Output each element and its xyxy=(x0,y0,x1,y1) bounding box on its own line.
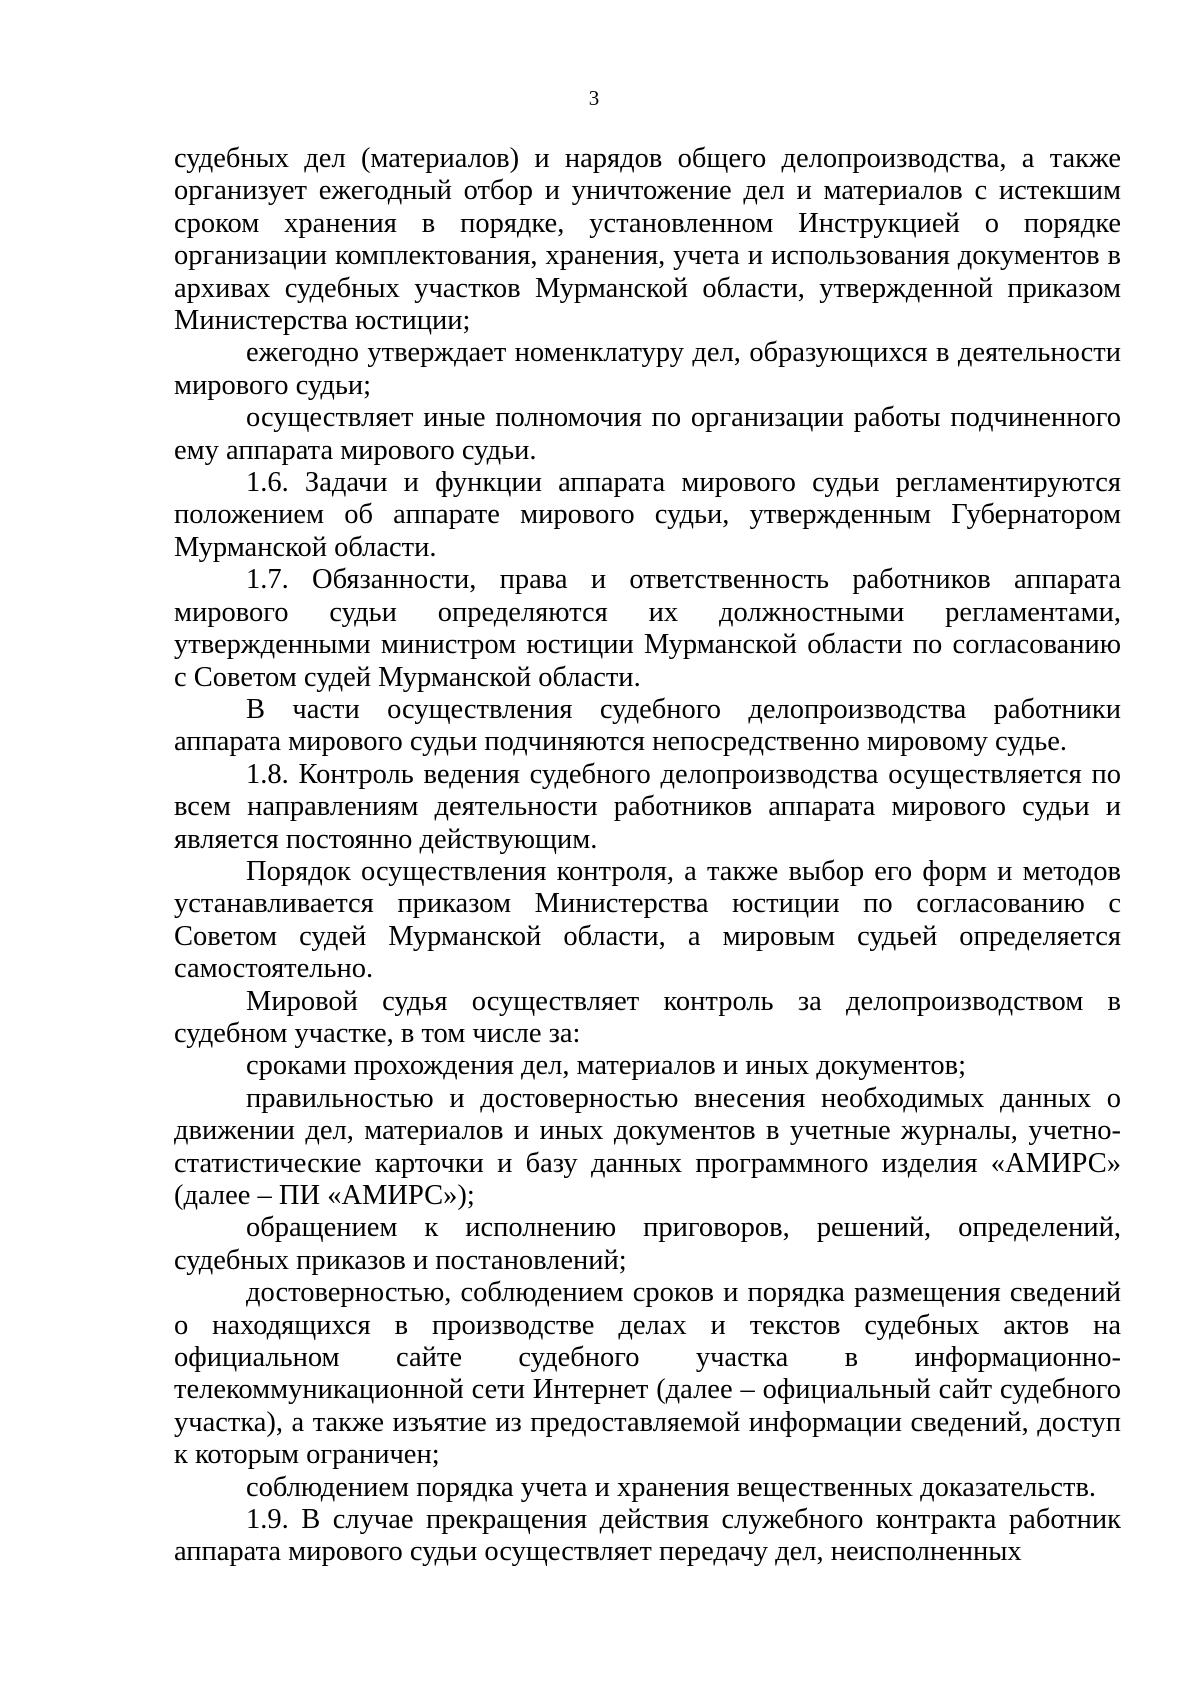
paragraph-control-data-entry: правильностью и достоверностью внесения необходимых данных о движении дел, материалов и иных документов в учетные журналы, учетно-статистические карточки и базу данных программного изделия «АМИРС» (далее – ПИ «АМИРС»); xyxy=(174,1082,1121,1211)
paragraph-control-evidence: соблюдением порядка учета и хранения вещественных доказательств. xyxy=(246,1471,1097,1503)
page-number: 3 xyxy=(588,86,600,110)
paragraph-control-execution: обращением к исполнению приговоров, решений, определений, судебных приказов и постановлений; xyxy=(174,1212,1121,1276)
paragraph-subordination: В части осуществления судебного делопроизводства работники аппарата мирового судьи подчиняются непосредственно мировому судье. xyxy=(174,693,1121,758)
paragraph-other-powers: осуществляет иные полномочия по организации работы подчиненного ему аппарата мирового судьи. xyxy=(174,402,1121,466)
paragraph-1-8: 1.8. Контроль ведения судебного делопроизводства осуществляется по всем направлениям деятельности работников аппарата мирового судьи и является постоянно действующим. xyxy=(174,758,1121,855)
paragraph-1-6: 1.6. Задачи и функции аппарата мирового судьи регламентируются положением об аппарате мирового судьи, утвержденным Губернатором Мурманской области. xyxy=(174,467,1121,563)
paragraph-1-7: 1.7. Обязанности, права и ответственность работников аппарата мирового судьи определяются их должностными регламентами, утвержденными министром юстиции Мурманской области по согласованию с Советом судей Мурманской области. xyxy=(174,564,1121,693)
paragraph-judge-control: Мировой судья осуществляет контроль за делопроизводством в судебном участке, в том числе за: xyxy=(174,985,1121,1049)
paragraph-1-9: 1.9. В случае прекращения действия служебного контракта работник аппарата мирового судьи осуществляет передачу дел, неисполненных xyxy=(174,1504,1121,1568)
document-body xyxy=(174,143,1121,1569)
paragraph-control-website: достоверностью, соблюдением сроков и порядка размещения сведений о находящихся в производстве делах и текстов судебных актов на официальном сайте судебного участка в информационно-телекоммуникационной сети Интернет (далее – официальный сайт судебного участка), а также изъятие из предоставляемой информации сведений, доступ к которым ограничен; xyxy=(174,1277,1121,1471)
paragraph-archive-duties: судебных дел (материалов) и нарядов общего делопроизводства, а также организует ежегодный отбор и уничтожение дел и материалов с истекшим сроком хранения в порядке, установленном Инструкцией о порядке организации комплектования, хранения, учета и использования документов в архивах судебных участков Мурманской области, утвержденной приказом Министерства юстиции; xyxy=(174,143,1121,337)
paragraph-control-procedure: Порядок осуществления контроля, а также выбор его форм и методов устанавливается приказом Министерства юстиции по согласованию с Советом судей Мурманской области, а мировым судьей определяется самостоятельно. xyxy=(174,855,1121,985)
paragraph-control-deadlines: сроками прохождения дел, материалов и иных документов; xyxy=(246,1050,967,1082)
paragraph-nomenclature: ежегодно утверждает номенклатуру дел, образующихся в деятельности мирового судьи; xyxy=(174,337,1121,401)
